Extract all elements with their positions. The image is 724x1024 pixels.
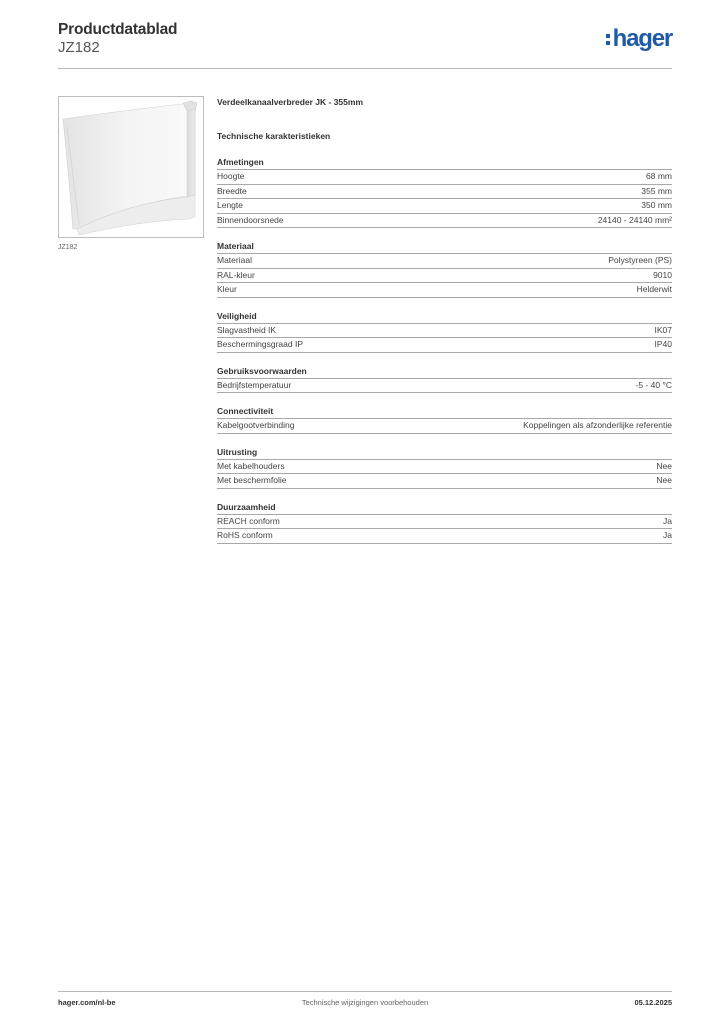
spec-value: IP40 xyxy=(654,339,672,349)
spec-row xyxy=(217,254,672,269)
spec-row xyxy=(217,379,672,394)
spec-label: Met kabelhouders xyxy=(217,460,285,471)
spec-group xyxy=(217,156,672,228)
hager-logo xyxy=(606,27,672,51)
footer-website: hager.com/nl-be xyxy=(58,998,116,1007)
spec-row xyxy=(217,269,672,284)
spec-label: Hoogte xyxy=(217,171,245,181)
spec-row xyxy=(217,474,672,489)
spec-label: Breedte xyxy=(217,185,247,196)
spec-value: 24140 - 24140 mm² xyxy=(597,214,672,225)
spec-value: Nee xyxy=(656,460,672,471)
cable-duct-extender-illustration xyxy=(59,97,203,237)
spec-group xyxy=(217,446,672,489)
specifications xyxy=(217,96,672,544)
spec-group-title: Uitrusting xyxy=(217,446,672,460)
logo-dots-icon xyxy=(606,30,611,47)
logo-text: hager xyxy=(612,25,672,52)
spec-group xyxy=(217,365,672,394)
spec-row xyxy=(217,324,672,339)
image-caption: JZ182 xyxy=(58,244,78,251)
footer-divider xyxy=(58,991,672,992)
spec-value: -5 - 40 °C xyxy=(635,379,672,390)
spec-row xyxy=(217,214,672,229)
product-image xyxy=(58,96,204,238)
spec-value: Nee xyxy=(656,475,672,485)
header-divider xyxy=(58,68,672,69)
spec-group-title: Connectiviteit xyxy=(217,405,672,419)
spec-label: Kabelgootverbinding xyxy=(217,420,295,430)
spec-value: Ja xyxy=(663,515,672,526)
spec-group-title: Afmetingen xyxy=(217,156,672,170)
spec-label: Beschermingsgraad IP xyxy=(217,339,303,349)
spec-value: Ja xyxy=(663,530,672,540)
spec-value: IK07 xyxy=(654,324,672,335)
spec-label: Met beschermfolie xyxy=(217,475,287,485)
spec-row xyxy=(217,283,672,298)
spec-value: Polystyreen (PS) xyxy=(608,255,672,265)
spec-row xyxy=(217,199,672,214)
footer-notice: Technische wijzigingen voorbehouden xyxy=(301,998,429,1007)
specification-groups xyxy=(217,156,672,544)
spec-row xyxy=(217,529,672,544)
spec-label: Binnendoorsnede xyxy=(217,214,284,225)
spec-row xyxy=(217,338,672,353)
spec-group xyxy=(217,310,672,353)
product-name: Verdeelkanaalverbreder JK - 355mm xyxy=(217,97,364,107)
spec-group xyxy=(217,501,672,544)
spec-label: Kleur xyxy=(217,284,237,294)
product-reference: JZ182 xyxy=(58,39,100,56)
spec-group-title: Duurzaamheid xyxy=(217,501,672,515)
spec-group-title: Veiligheid xyxy=(217,310,672,324)
technical-characteristics-heading: Technische karakteristieken xyxy=(217,131,331,141)
spec-group xyxy=(217,405,672,434)
document-title: Productdatablad xyxy=(58,21,178,38)
spec-group xyxy=(217,240,672,298)
spec-label: REACH conform xyxy=(217,515,280,526)
spec-group-title: Materiaal xyxy=(217,240,672,254)
spec-value: 9010 xyxy=(653,269,672,280)
spec-label: Slagvastheid IK xyxy=(217,324,277,335)
spec-row xyxy=(217,185,672,200)
spec-value: 68 mm xyxy=(646,171,672,181)
footer-date: 05.12.2025 xyxy=(634,998,672,1007)
spec-label: RAL-kleur xyxy=(217,269,255,280)
spec-value: Helderwit xyxy=(636,284,672,294)
spec-group-title: Gebruiksvoorwaarden xyxy=(217,365,672,379)
spec-row xyxy=(217,515,672,530)
spec-value: 355 mm xyxy=(641,185,672,196)
spec-row xyxy=(217,419,672,434)
spec-label: RoHS conform xyxy=(217,530,273,540)
spec-value: Koppelingen als afzonderlijke referentie xyxy=(523,420,672,430)
spec-label: Lengte xyxy=(217,200,243,210)
spec-row xyxy=(217,170,672,185)
spec-label: Bedrijfstemperatuur xyxy=(217,379,292,390)
spec-row xyxy=(217,460,672,475)
spec-label: Materiaal xyxy=(217,255,252,265)
spec-value: 350 mm xyxy=(641,200,672,210)
